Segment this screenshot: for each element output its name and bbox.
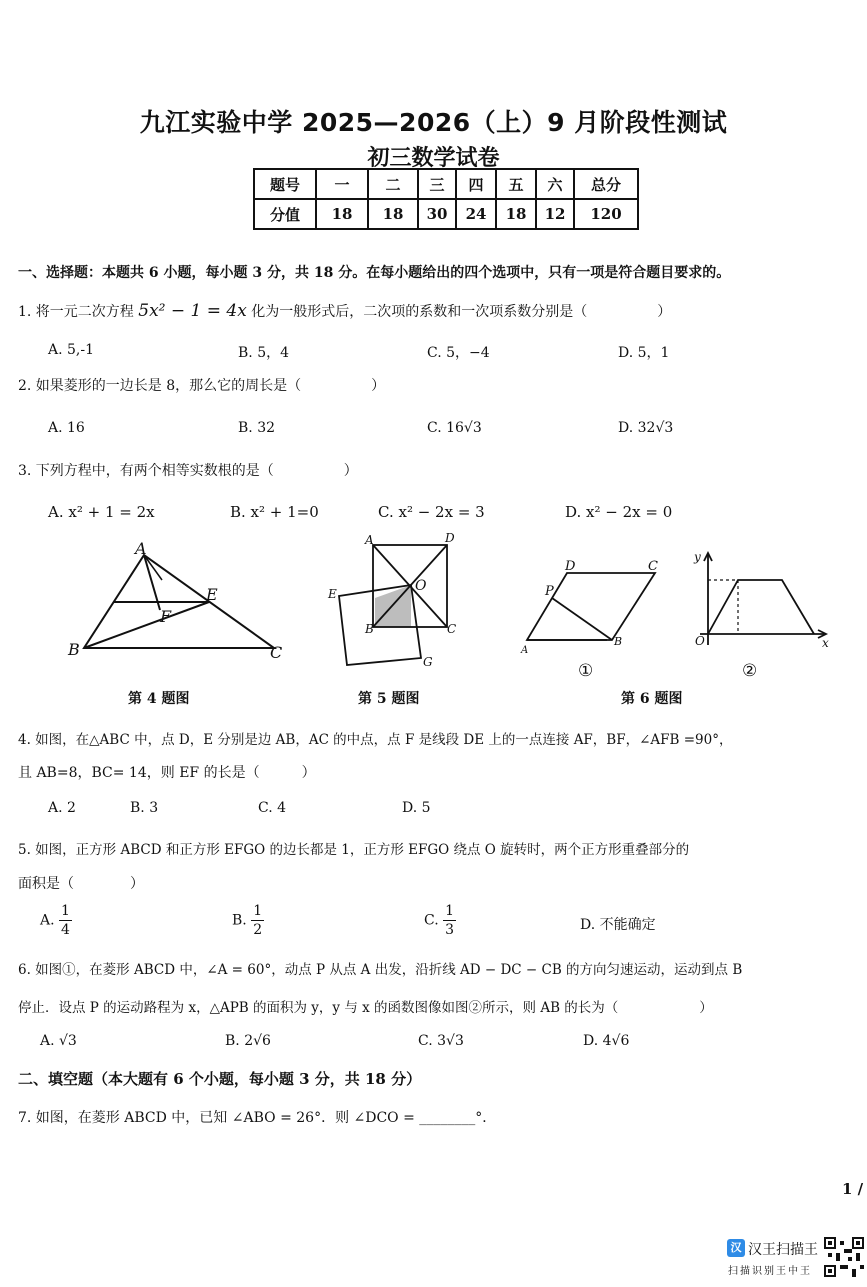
q5-option-letter: B. [232,912,247,929]
fig6a-label: B [614,635,623,648]
fig6a-label: C [648,559,658,574]
fig4-label: A [135,540,147,558]
q1-option-c: C. 5，−4 [427,345,490,361]
score-table-col: 四 [456,169,496,199]
q1-option-a: A. 5,-1 [48,342,95,358]
exam-title: 九江实验中学 2025—2026（上）9 月阶段性测试 [139,108,728,137]
qr-code-icon [824,1237,864,1277]
q5-option-letter: A. [40,912,55,929]
q4-option-d: D. 5 [402,800,431,816]
fig6b-label: O [695,634,705,648]
score-table-cell: 18 [368,199,418,229]
score-table-col: 一 [316,169,368,199]
fig5-label: G [423,655,433,669]
fig5-label: B [365,622,374,636]
question-6-line2: 停止．设点 P 的运动路程为 x，△APB 的面积为 y，y 与 x 的函数图像如图②所示，则 AB 的长为（ ） [18,1000,713,1016]
score-table-label: 分值 [254,199,316,229]
fig6b-label: x [822,636,829,650]
score-table-cell: 24 [456,199,496,229]
score-table-col: 总分 [574,169,638,199]
question-1-equation: 5x² − 1 = 4x [138,301,247,321]
q4-option-b: B. 3 [130,800,159,816]
section-heading: 二、填空题（本大题有 6 个小题，每小题 3 分，共 18 分） [18,1070,422,1088]
q5-option-c [424,904,456,937]
fig6a-label: P [545,584,554,599]
score-table-col: 六 [536,169,574,199]
fig6-function-graph [708,580,814,634]
score-table [253,168,639,230]
fig4-segment-bf [84,602,209,648]
q3-option-c: C. x² − 2x = 3 [378,503,485,521]
fig6-sub-label-2: ② [742,661,758,681]
q2-option-a: A. 16 [48,420,85,436]
fig6-segment-pb [552,598,612,640]
fig5-label: D [445,531,455,545]
fig6-caption: 第 6 题图 [621,691,683,707]
fig5-caption: 第 5 题图 [358,691,420,707]
question-4-line2: 且 AB=8，BC= 14，则 EF 的长是（ ） [18,765,316,781]
q2-option-d: D. 32√3 [618,420,674,436]
watermark-tagline: 扫描识别王中王 [728,1266,812,1277]
q6-option-d: D. 4√6 [583,1033,630,1049]
question-1-suffix: 化为一般形式后，二次项的系数和一次项系数分别是（ ） [251,304,672,320]
q5-option-b [232,904,264,937]
question-2: 2. 如果菱形的一边长是 8，那么它的周长是（ ） [18,378,386,394]
q6-option-b: B. 2√6 [225,1033,271,1049]
question-1-prefix: 1. 将一元二次方程 [18,304,134,320]
figure-4 [62,540,292,665]
exam-subtitle: 初三数学试卷 [367,146,500,171]
figure-6-graph [690,545,835,655]
fraction-numerator: 1 [61,903,70,919]
score-table-header-row [254,169,638,199]
question-7: 7. 如图，在菱形 ABCD 中，已知 ∠ABO = 26°．则 ∠DCO = ________°． [18,1110,497,1126]
score-table-value-row [254,199,638,229]
question-1 [18,301,671,321]
q5-option-d: D. 不能确定 [580,917,656,933]
fig4-label: F [160,607,172,626]
q3-option-d: D. x² − 2x = 0 [565,503,673,521]
question-5-line2: 面积是（ ） [18,876,144,892]
score-table-cell: 120 [574,199,638,229]
fig6-sub-label-1: ① [578,661,594,681]
q1-option-d: D. 5，1 [618,345,670,361]
fraction-denominator: 4 [61,922,70,938]
score-table-cell: 30 [418,199,456,229]
q4-option-a: A. 2 [48,800,76,816]
fig4-label: C [270,643,283,662]
fig5-label: A [365,533,374,547]
fig4-caption: 第 4 题图 [128,691,190,707]
question-6-line1: 6. 如图①，在菱形 ABCD 中，∠A = 60°，动点 P 从点 A 出发，沿折线 AD − DC − CB 的方向匀速运动，运动到点 B [18,962,743,978]
q3-option-b: B. x² + 1=0 [230,503,319,521]
fraction-denominator: 2 [253,922,263,938]
fig6b-label: y [694,550,701,564]
figure-5 [325,530,465,675]
question-4-line1: 4. 如图，在△ABC 中，点 D，E 分别是边 AB，AC 的中点，点 F 是线段 DE 上的一点连接 AF，BF，∠AFB =90°， [18,732,733,748]
fig6a-label: A [521,645,529,655]
score-table-col: 五 [496,169,536,199]
fig6a-label: D [565,559,576,574]
score-table-col: 三 [418,169,456,199]
q3-option-a: A. x² + 1 = 2x [48,503,155,521]
figure-6-rhombus [515,555,665,655]
q5-option-letter: C. [424,912,439,929]
fig5-label: C [447,622,457,636]
q5-option-a [40,904,72,937]
fraction-denominator: 3 [445,922,455,938]
q6-option-c: C. 3√3 [418,1033,464,1049]
q2-option-c: C. 16√3 [427,420,482,436]
section-heading: 一、选择题：本题共 6 小题，每小题 3 分，共 18 分。在每小题给出的四个选项中，只有一项是符合题目要求的。 [18,265,731,281]
score-table-label: 题号 [254,169,316,199]
q1-option-b: B. 5，4 [238,345,290,361]
watermark-brand: 汉王扫描王 [748,1242,818,1258]
fig4-label: E [206,585,218,604]
scanner-logo-icon: 汉 [727,1239,745,1257]
page-number: 1 / [842,1180,864,1198]
fraction-numerator: 1 [253,903,263,919]
q4-option-c: C. 4 [258,800,287,816]
q6-option-a: A. √3 [40,1033,77,1049]
score-table-cell: 12 [536,199,574,229]
fig5-label: E [328,587,337,601]
question-5-line1: 5. 如图，正方形 ABCD 和正方形 EFGO 的边长都是 1，正方形 EFGO 绕点 O 旋转时，两个正方形重叠部分的 [18,842,690,858]
score-table-col: 二 [368,169,418,199]
score-table-cell: 18 [496,199,536,229]
fig5-label: O [415,578,427,594]
question-3: 3. 下列方程中，有两个相等实数根的是（ ） [18,463,358,479]
q2-option-b: B. 32 [238,420,276,436]
fraction-numerator: 1 [445,903,455,919]
fig4-label: B [68,640,80,659]
score-table-cell: 18 [316,199,368,229]
